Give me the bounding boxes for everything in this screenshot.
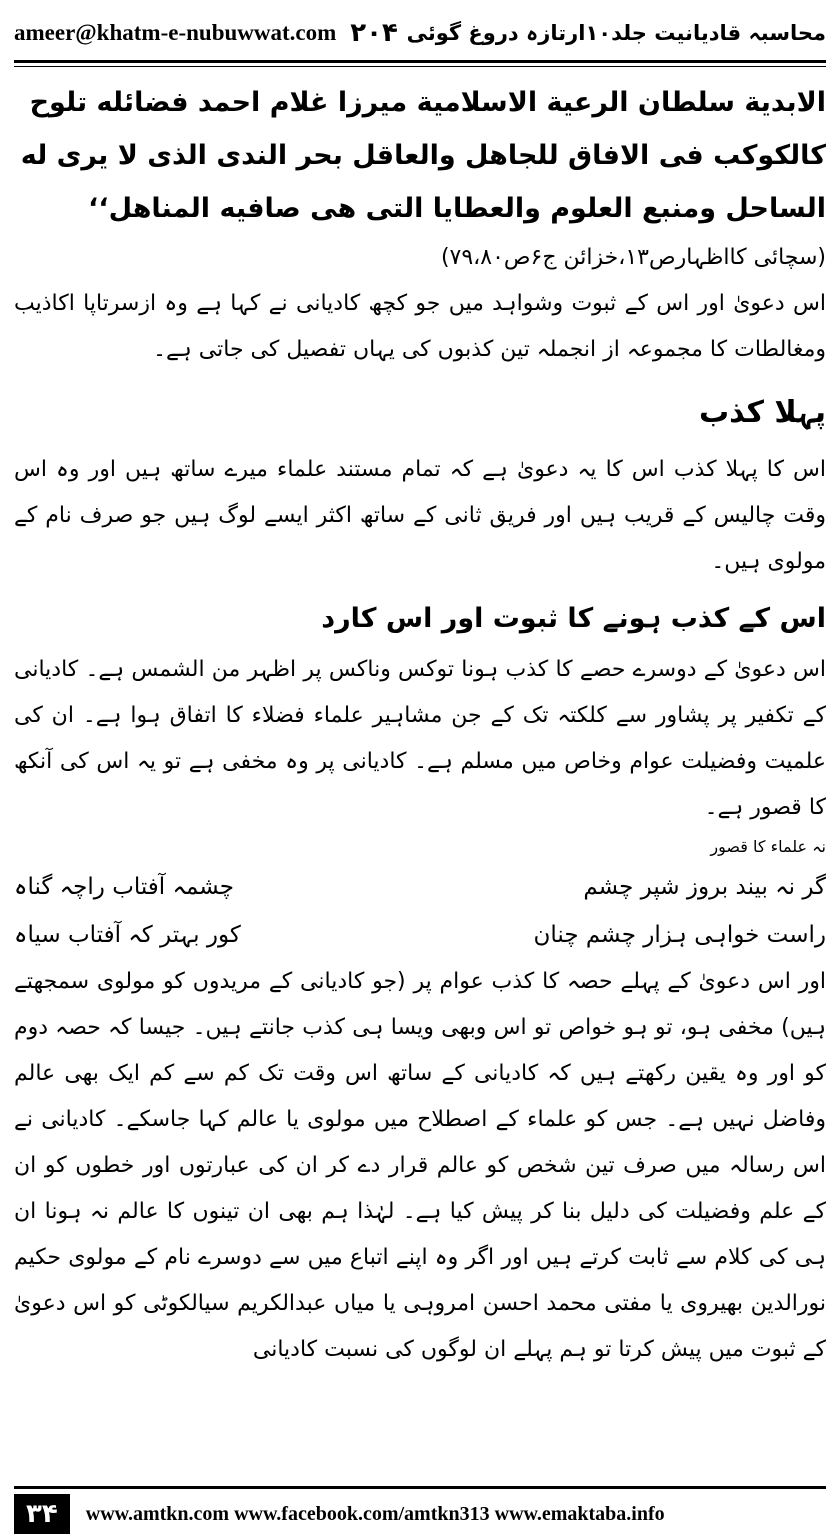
paragraph-continuation: اور اس دعویٰ کے پہلے حصہ کا کذب عوام پر (جو کادیانی کے مریدوں کو مولوی سمجھتے ہیں) مخفی ہو، تو ہو خواص تو اس وبھی ویسا ہی کذب جانتے ہیں۔ جیسا کہ حصہ دوم کو اور وہ یقین رکھتے ہیں کہ کادیانی کے ساتھ اس وقت تک کم سے کم ایک بھی عالم وفاضل نہیں ہے۔ جس کو علماء کے اصطلاح میں مولوی یا عالم کہا جاسکے۔ کادیانی نے اس رسالہ میں صرف تین شخص کو عالم قرار دے کر ان کی عبارتوں اور خطوں کو ان کے علم وفضیلت کی دلیل بنا کر پیش کیا ہے۔ لہٰذا ہم بھی ان تینوں کا عالم نہ ہونا ان ہی کی کلام سے ثابت کرتے ہیں اور اگر وہ اپنے اتباع میں سے دوسرے نام کے مولوی حکیم نورالدین بھیروی یا مفتی محمد احسن امروہی یا میاں عبدالکریم سیالکوٹی کو اس دعویٰ کے ثبوت میں پیش کرتا تو ہم پہلے ان لوگوں کی نسبت کادیانی — [14, 969, 826, 1362]
verse-hemistich: چشمہ آفتاب راچہ گناہ — [14, 874, 234, 900]
arabic-line: کالکوکب فی الافاق للجاهل والعاقل بحر الندی الذی لا یری له — [20, 140, 826, 171]
header-page-number: ۲۰۴ — [350, 18, 398, 48]
header-title: محاسبہ قادیانیت جلد۱۰ارتازہ دروغ گوئی — [406, 21, 826, 45]
verse-hemistich: گر نہ بیند بروز شپر چشم — [583, 874, 826, 900]
note-line: نہ علماء کا قصور — [710, 837, 826, 856]
paragraph-intro: اس دعویٰ اور اس کے ثبوت وشواہد میں جو کچھ کادیانی نے کہا ہے وہ ازسرتاپا اکاذیب ومغالطات کا مجموعہ از انجملہ تین کذبوں کی یہاں تفصیل کی جاتی ہے۔ — [14, 291, 826, 362]
paragraph-proof: اس دعویٰ کے دوسرے حصے کا کذب ہونا توکس وناکس پر اظہر من الشمس ہے۔ کادیانی کے تکفیر پر پشاور سے کلکتہ تک کے جن مشاہیر علماء فضلاء کا اتفاق ہوا ہے۔ ان کی علمیت وفضیلت عوام وخاص میں مسلم ہے۔ کادیانی پر وہ مخفی ہے تو یہ اس کی آنکھ کا قصور ہے۔ — [14, 657, 826, 820]
header-rule — [14, 60, 826, 63]
footer-links[interactable]: www.amtkn.com www.facebook.com/amtkn313 www.emaktaba.info — [85, 1502, 665, 1525]
section-heading-first-lie: پہلا کذب — [699, 395, 826, 430]
verse-hemistich: کور بہتر کہ آفتاب سیاہ — [14, 922, 241, 948]
verse-line — [14, 863, 826, 911]
section-heading-proof: اس کے کذب ہونے کا ثبوت اور اس کارد — [321, 603, 826, 634]
reference-citation: (سچائی کااظہارص۱۳،خزائن ج۶ص۷۹،۸۰) — [440, 245, 826, 270]
page-content — [14, 76, 826, 1373]
footer-rule — [14, 1486, 826, 1489]
header-email: ameer@khatm-e-nubuwwat.com — [14, 20, 337, 45]
page-footer — [14, 1494, 826, 1534]
paragraph-first-lie: اس کا پہلا کذب اس کا یہ دعویٰ ہے کہ تمام مستند علماء میرے ساتھ ہیں اور وہ اس وقت چالیس کے قریب ہیں اور فریق ثانی کے ساتھ اکثر ایسے لوگ ہیں جو صرف نام کے مولوی ہیں۔ — [14, 457, 826, 574]
page-header — [14, 8, 826, 58]
verse-line — [14, 911, 826, 959]
footer-page-number: ۳۴ — [14, 1494, 70, 1534]
arabic-line: الابدیة سلطان الرعیة الاسلامیة میرزا غلام احمد فضائله تلوح — [29, 87, 826, 118]
header-rule-thin — [14, 66, 826, 67]
header-left — [14, 18, 398, 48]
arabic-line: الساحل ومنبع العلوم والعطایا التی هی صافیه المناهل‘‘ — [88, 193, 826, 224]
verse-hemistich: راست خواہی ہزار چشم چنان — [533, 922, 826, 948]
